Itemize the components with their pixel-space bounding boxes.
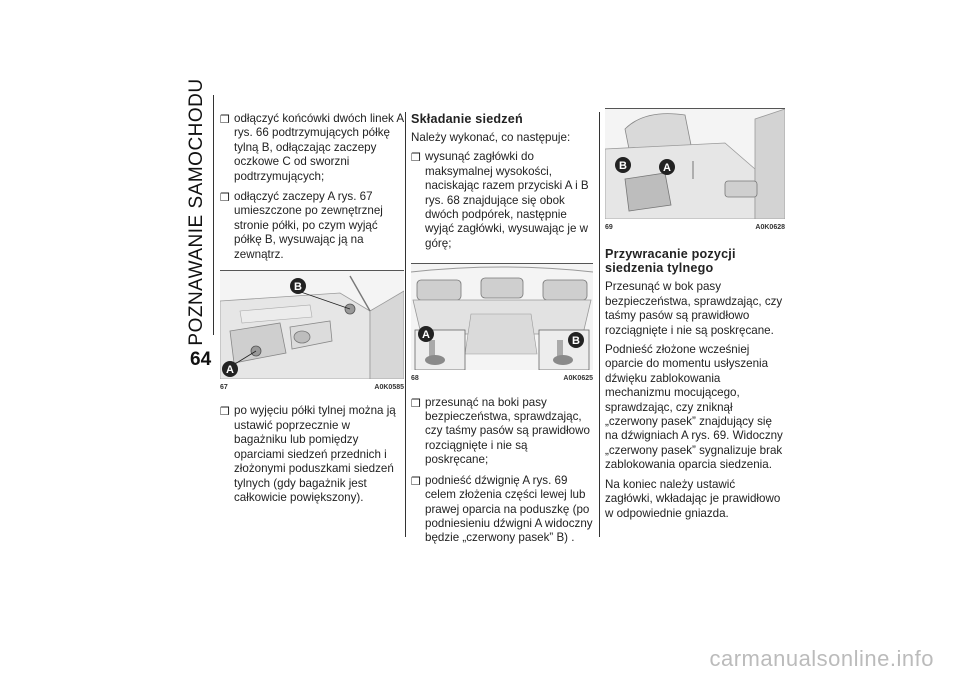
figure-68 bbox=[411, 263, 593, 386]
bullet-item: ❒ przesunąć na boki pasy bezpieczeństwa, sprawdzając, czy taśmy pasów są prawidłowo rozciągnięte i nie są poskręcane; bbox=[411, 395, 590, 467]
footer-watermark: carmanualsonline.info bbox=[709, 646, 934, 671]
figure-label: B bbox=[294, 281, 302, 294]
figure-label: A bbox=[422, 329, 430, 342]
checkbox-bullet-icon: ❒ bbox=[411, 397, 421, 410]
bullet-item: ❒ podnieść dźwignię A rys. 69 celem złożenia części lewej lub prawej oparcia na poduszkę (po podniesieniu dźwigni A widoczny będzie „czerwony pasek” B) . bbox=[411, 473, 593, 545]
figure-code: A0K0628 bbox=[755, 224, 785, 231]
checkbox-bullet-icon: ❒ bbox=[411, 152, 421, 165]
column-divider bbox=[405, 112, 406, 537]
checkbox-bullet-icon: ❒ bbox=[411, 475, 421, 488]
checkbox-bullet-icon: ❒ bbox=[220, 114, 230, 126]
paragraph: Przesunąć w bok pasy bezpieczeństwa, sprawdzając, czy taśmy pasów są prawidłowo rozciągnięte i nie są poskręcane. bbox=[605, 280, 783, 337]
bullet-item: ❒ odłączyć zaczepy A rys. 67 umieszczone po zewnętrznej stronie półki, po czym wyjąć półkę B, wysuwając ją na zewnątrz. bbox=[220, 190, 383, 261]
column-1 bbox=[220, 112, 404, 511]
column-2 bbox=[411, 112, 593, 552]
bullet-item: ❒ odłączyć końcówki dwóch linek A rys. 66 podtrzymujących półkę tylną B, odłączając zaczepy oczkowe C od sworzni podtrzymujących; bbox=[220, 112, 404, 183]
figure-label: B bbox=[572, 335, 580, 348]
figure-67-illustration bbox=[220, 271, 404, 379]
checkbox-bullet-icon: ❒ bbox=[220, 406, 230, 419]
section-heading: Przywracanie pozycji siedzenia tylnego bbox=[605, 247, 736, 276]
bullet-item: ❒ wysunąć zagłówki do maksymalnej wysokości, naciskając razem przyciski A i B rys. 68 znajdujące się obok dwóch podpórek, następnie wyjąć zagłówki, wysuwając je w górę; bbox=[411, 150, 589, 250]
figure-caption bbox=[411, 370, 593, 386]
figure-code: A0K0585 bbox=[374, 384, 404, 392]
figure-number: 69 bbox=[605, 224, 613, 231]
section-title: POZNAWANIE SAMOCHODU bbox=[186, 78, 207, 346]
figure-69 bbox=[605, 108, 785, 235]
intro-text: Należy wykonać, co następuje: bbox=[411, 131, 571, 144]
figure-caption bbox=[220, 379, 404, 395]
figure-68-illustration bbox=[411, 264, 593, 370]
column-divider bbox=[599, 112, 600, 537]
bullet-item: ❒ po wyjęciu półki tylnej można ją ustawić poprzecznie w bagażniku lub pomiędzy oparciami siedzeń przednich i złożonymi poduszkami siedzeń tylnych (gdy bagażnik jest całkowicie powiększony). bbox=[220, 404, 396, 504]
paragraph: Podnieść złożone wcześniej oparcie do momentu usłyszenia dźwięku zablokowania mechanizmu mocującego, sprawdzając, czy zniknął „czerwony pasek” znajdujący się na dźwigniach A rys. 69. Widoczny „czerwony pasek” sygnalizuje brak zablokowania oparcia siedzenia. bbox=[605, 343, 783, 472]
figure-caption bbox=[605, 219, 785, 235]
figure-label: B bbox=[619, 160, 627, 172]
page-number: 64 bbox=[190, 349, 212, 370]
section-heading: Składanie siedzeń bbox=[411, 112, 523, 126]
checkbox-bullet-icon: ❒ bbox=[220, 192, 230, 205]
section-divider bbox=[213, 95, 214, 335]
figure-label: A bbox=[663, 162, 671, 174]
figure-67 bbox=[220, 270, 404, 395]
figure-label: A bbox=[226, 364, 234, 377]
figure-number: 68 bbox=[411, 375, 419, 383]
figure-number: 67 bbox=[220, 384, 228, 392]
column-3 bbox=[605, 112, 785, 526]
figure-69-illustration bbox=[605, 109, 785, 219]
figure-code: A0K0625 bbox=[563, 375, 593, 383]
paragraph: Na koniec należy ustawić zagłówki, wkładając je prawidłowo w odpowiednie gniazda. bbox=[605, 477, 781, 520]
